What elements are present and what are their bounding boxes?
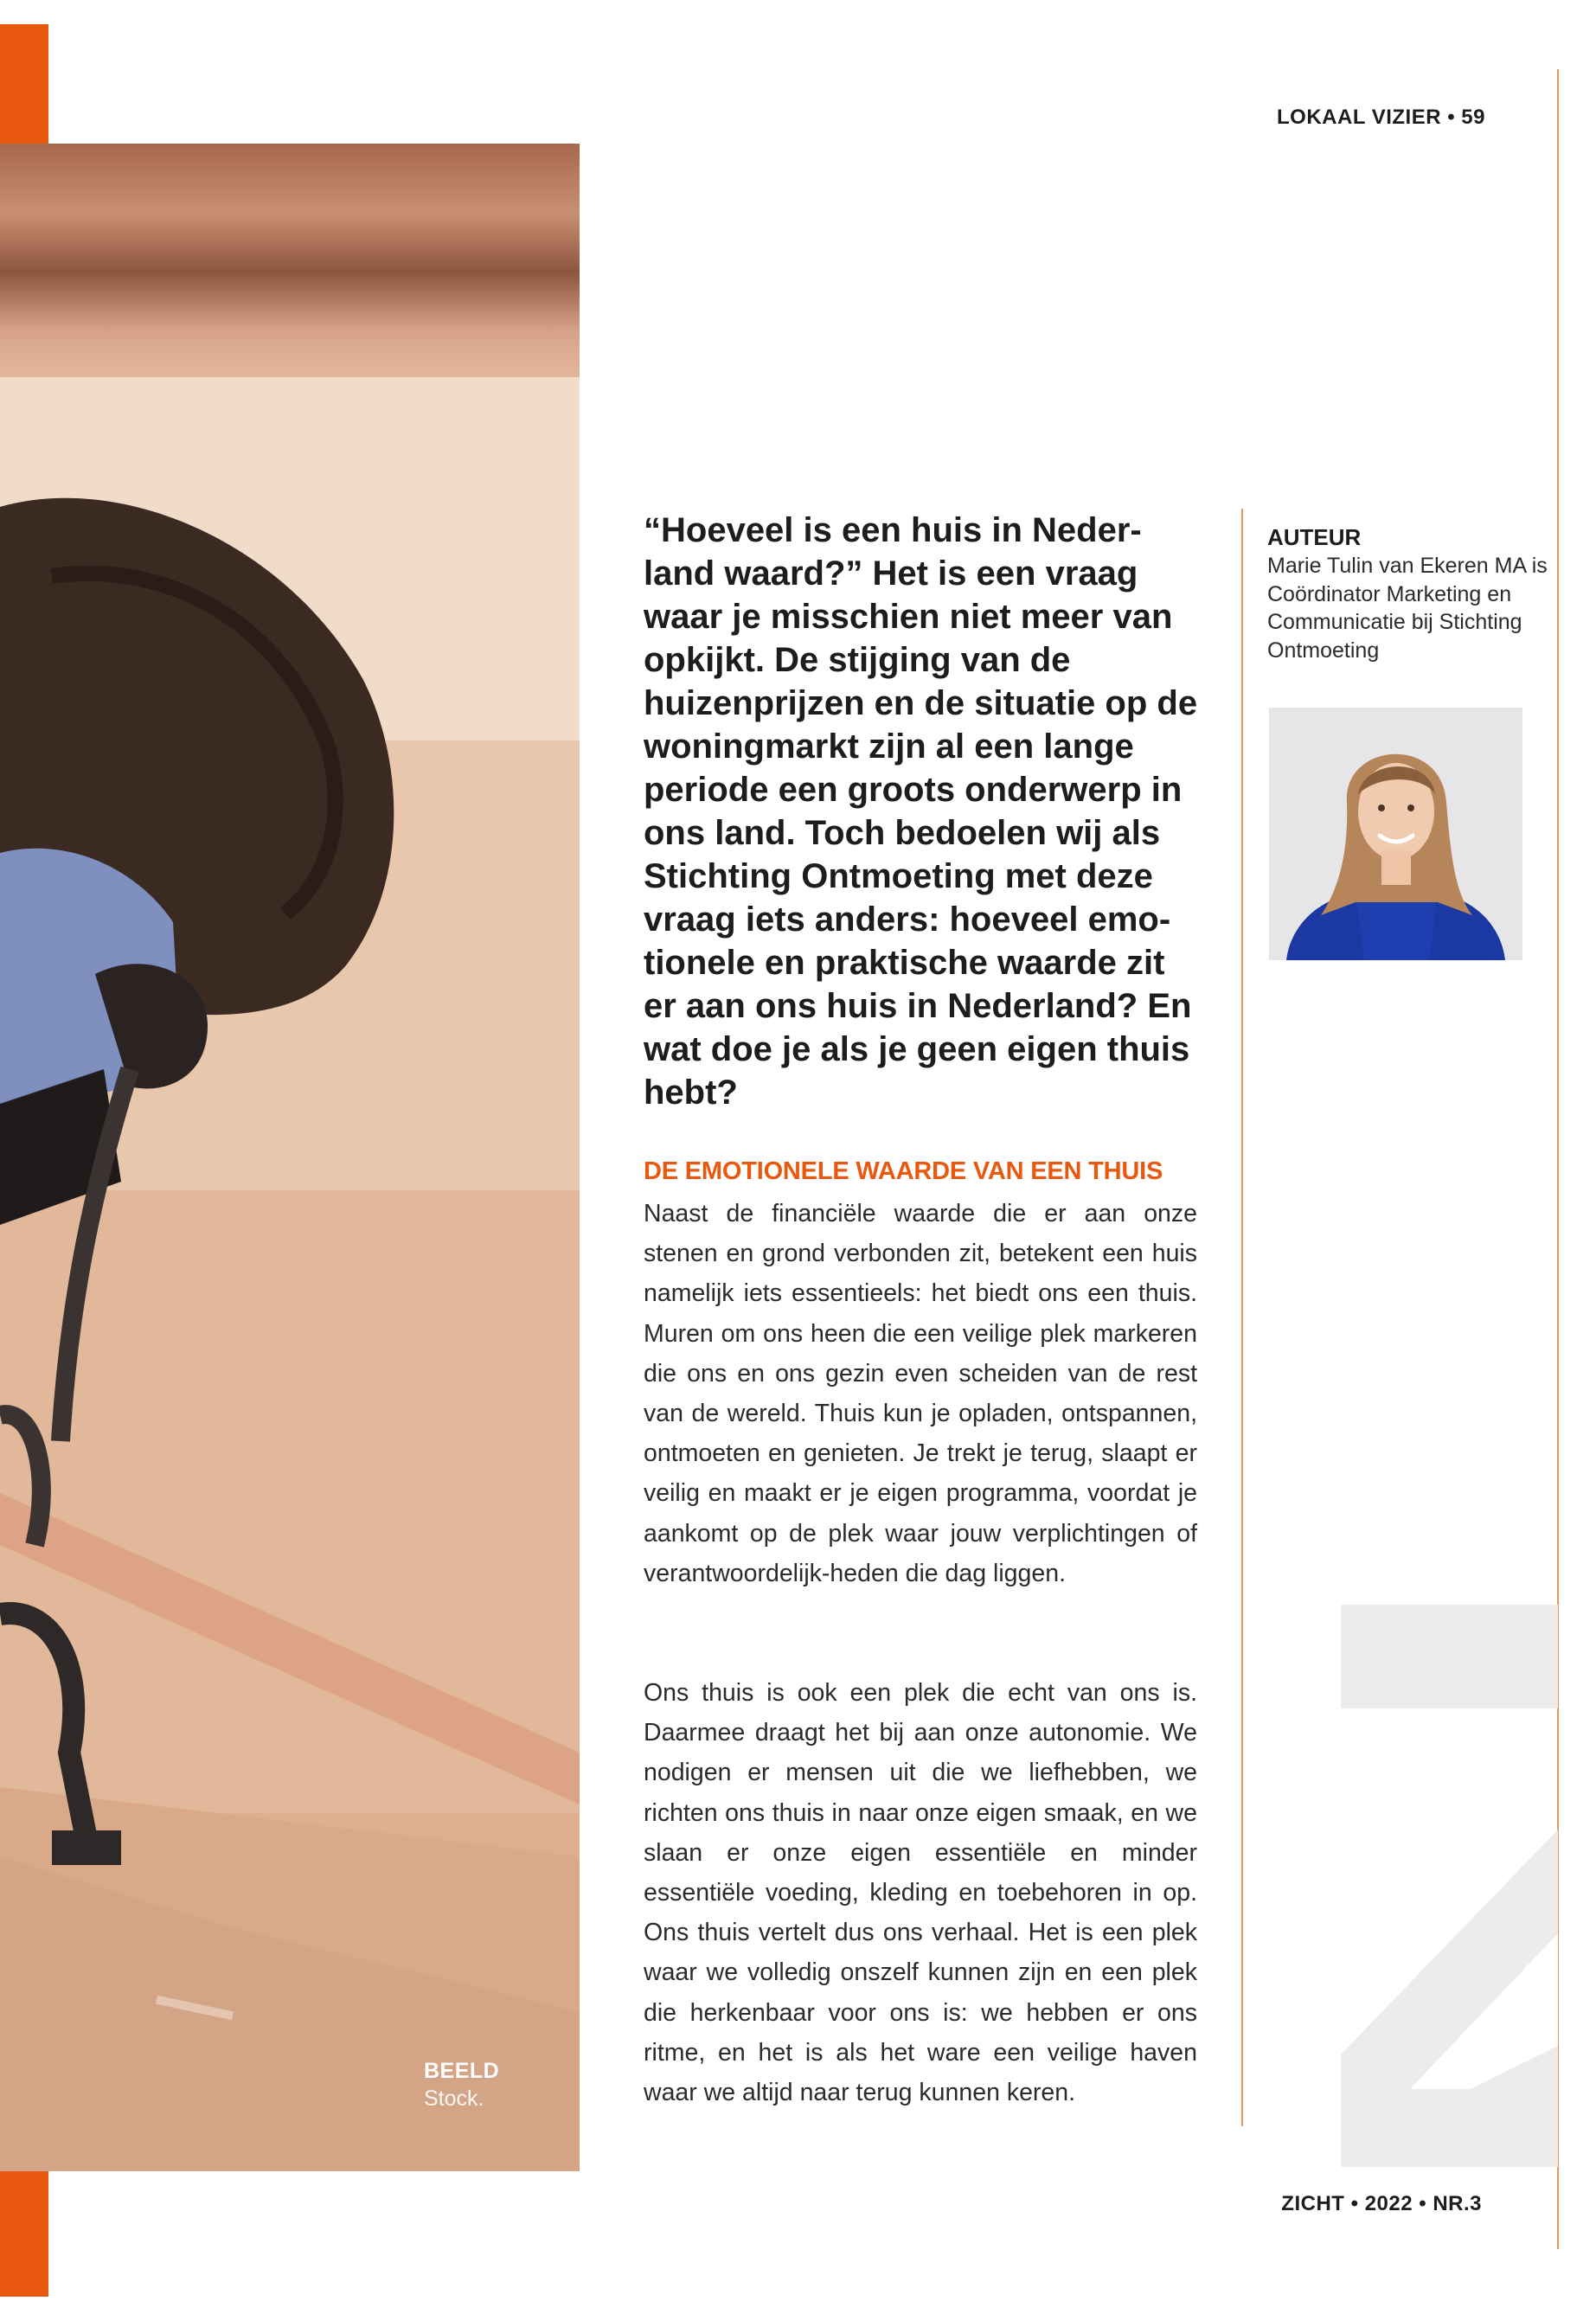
section-heading: DE EMOTIONELE WAARDE VAN EEN THUIS [644, 1157, 1163, 1185]
decorative-shape [1341, 1605, 1558, 2167]
photo-credit-label: BEELD [424, 2059, 500, 2083]
photo-credit-value: Stock. [424, 2086, 484, 2111]
author-bio: Marie Tulin van Ekeren MA is Coördinator Marketing en Communicatie bij Stichting Ontmoeting [1267, 554, 1548, 663]
photo-credit [424, 2057, 499, 2112]
author-portrait [1269, 708, 1522, 960]
vertical-rule-column [1241, 509, 1243, 2126]
orange-accent-bar-bottom [0, 2171, 48, 2297]
issue-footer: ZICHT • 2022 • NR.3 [1281, 2192, 1482, 2215]
body-paragraph-2: Ons thuis is ook een plek die echt van ons is. Daarmee draagt het bij aan onze autonomie. We nodigen er mensen uit die we liefhebben, we richten ons thuis in naar onze eigen smaak, en we slaan er onze eigen essentiële en minder essentiële voeding, kleding en toebehoren in op. Ons thuis vertelt dus ons verhaal. Het is een plek waar we volledig onszelf kunnen zijn en een plek die herkenbaar voor ons is: we hebben er ons ritme, en het is als het ware een veilige haven waar we altijd naar terug kunnen keren. [644, 1679, 1197, 2107]
running-header: LOKAAL VIZIER • 59 [1277, 106, 1485, 129]
body-paragraph-1: Naast de financiële waarde die er aan onze stenen en grond verbonden zit, betekent een huis namelijk iets essentieels: het biedt ons een thuis. Muren om ons heen die een veilige plek markeren die ons en ons gezin even scheiden van de rest van de wereld. Thuis kun je opladen, ontspannen, ontmoeten en genieten. Je trekt je terug, slaapt er veilig en maakt er je eigen programma, voordat je aankomt op de plek waar jouw verplichtingen of verantwoordelijk-heden die dag liggen. [644, 1200, 1197, 1587]
photo-person-on-bench [0, 144, 580, 2171]
intro-text: “Hoeveel is een huis in Neder-land waard?” Het is een vraag waar je misschien niet meer van opkijkt. De stijging van de huizenprijzen en de situatie op de woningmarkt zijn al een lange periode een groots onderwerp in ons land. Toch bedoelen wij als Stichting Ontmoeting met deze vraag iets anders: hoeveel emo-tionele en praktische waarde zit er aan ons huis in Nederland? En wat doe je als je geen eigen thuis hebt? [644, 511, 1198, 1112]
author-label: AUTEUR [1267, 524, 1362, 550]
orange-accent-bar-top [0, 24, 48, 145]
